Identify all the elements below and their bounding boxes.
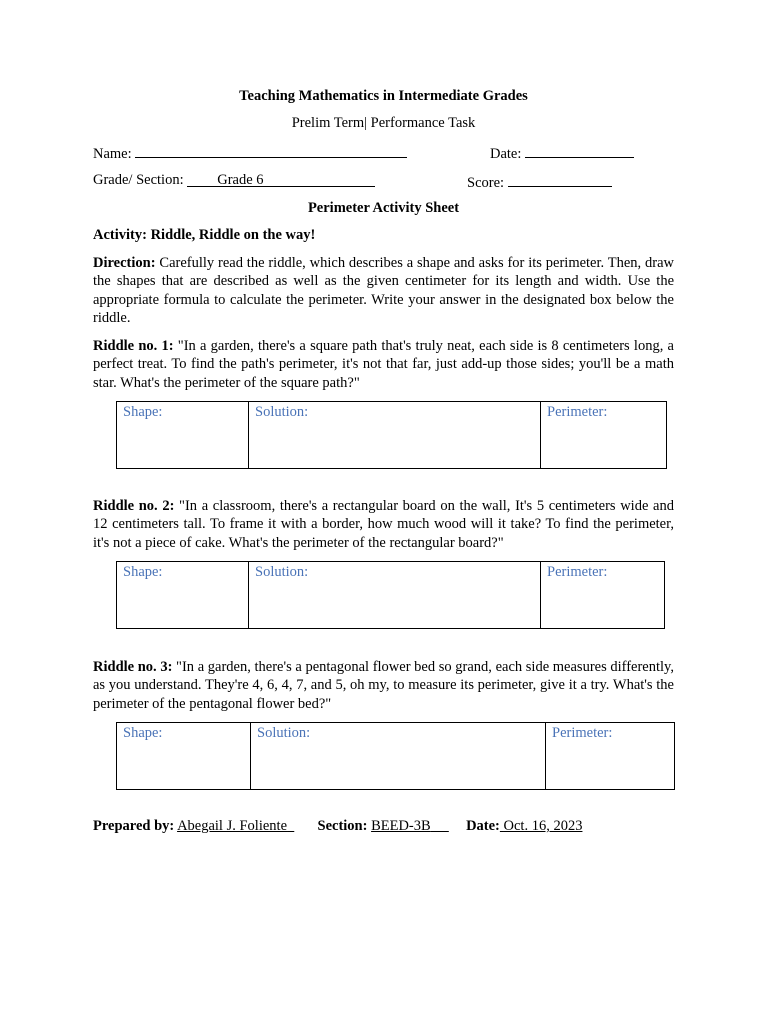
sheet-title: Perimeter Activity Sheet — [307, 200, 460, 216]
prepared-by-value: Abegail J. Foliente — [177, 818, 288, 834]
section-value: BEED-3B — [371, 818, 431, 834]
answer-box-2-shape[interactable]: Shape: — [117, 562, 249, 629]
answer-box-2 — [116, 561, 665, 629]
answer-box-2-solution[interactable]: Solution: — [249, 562, 541, 629]
answer-box-1 — [116, 401, 667, 469]
riddle-3 — [93, 658, 674, 713]
answer-box-3-solution[interactable]: Solution: — [251, 723, 546, 790]
document-title: Teaching Mathematics in Intermediate Grades — [239, 88, 528, 104]
grade-section-field[interactable] — [93, 172, 375, 189]
riddle-1 — [93, 337, 674, 392]
name-label: Name: — [93, 146, 132, 162]
riddle-2-text: "In a classroom, there's a rectangular board on the wall, It's 5 centimeters wide and 12 centimeters tall. To frame it with a border, how much wood will it take? To find the perimeter, it's not a piece of cake. What's the perimeter of the rectangular board?" — [93, 498, 674, 551]
date-footer-value: Oct. 16, 2023 — [503, 818, 583, 834]
prepared-by-label: Prepared by: — [93, 818, 175, 834]
direction-label: Direction: — [93, 255, 156, 271]
document-subtitle: Prelim Term| Performance Task — [291, 115, 476, 131]
activity-title: Activity: Riddle, Riddle on the way! — [93, 227, 316, 243]
riddle-3-text: "In a garden, there's a pentagonal flower bed so grand, each side measures differently, as you understand. They're 4, 6, 4, 7, and 5, oh my, to measure its perimeter, give it a try. What's the perimeter of the pentagonal flower bed?" — [93, 659, 674, 712]
footer — [93, 818, 582, 835]
riddle-2-label: Riddle no. 2: — [93, 498, 175, 514]
riddle-3-label: Riddle no. 3: — [93, 659, 173, 675]
answer-box-3 — [116, 722, 675, 790]
date-label: Date: — [490, 146, 522, 162]
answer-box-1-solution[interactable]: Solution: — [249, 402, 541, 469]
grade-section-value[interactable]: Grade 6 — [187, 172, 375, 187]
grade-section-label: Grade/ Section: — [93, 172, 184, 188]
riddle-1-label: Riddle no. 1: — [93, 338, 174, 354]
section-label: Section: — [317, 818, 368, 834]
riddle-2 — [93, 497, 674, 552]
score-field[interactable] — [467, 172, 612, 192]
answer-box-1-shape[interactable]: Shape: — [117, 402, 249, 469]
date-blank[interactable] — [525, 143, 634, 158]
score-label: Score: — [467, 175, 505, 191]
date-footer-label: Date: — [466, 818, 500, 834]
answer-box-2-perimeter[interactable]: Perimeter: — [541, 562, 665, 629]
answer-box-3-perimeter[interactable]: Perimeter: — [546, 723, 675, 790]
direction-text: Carefully read the riddle, which describes a shape and asks for its perimeter. Then, draw the shapes that are described as well as the given centimeter for its length and width. Use the appropriate formula to calculate the perimeter. Write your answer in the designated box below the riddle. — [93, 255, 674, 326]
riddle-1-text: "In a garden, there's a square path that's truly neat, each side is 8 centimeters long, a perfect treat. To find the path's perimeter, it's not that far, just add-up those sides; you'll be a math star. What's the perimeter of the square path?" — [93, 338, 674, 391]
name-blank[interactable] — [135, 143, 407, 158]
score-blank[interactable] — [508, 172, 612, 187]
answer-box-3-shape[interactable]: Shape: — [117, 723, 251, 790]
name-field[interactable] — [93, 143, 407, 163]
answer-box-1-perimeter[interactable]: Perimeter: — [541, 402, 667, 469]
date-field[interactable] — [490, 143, 634, 163]
direction-paragraph — [93, 254, 674, 327]
